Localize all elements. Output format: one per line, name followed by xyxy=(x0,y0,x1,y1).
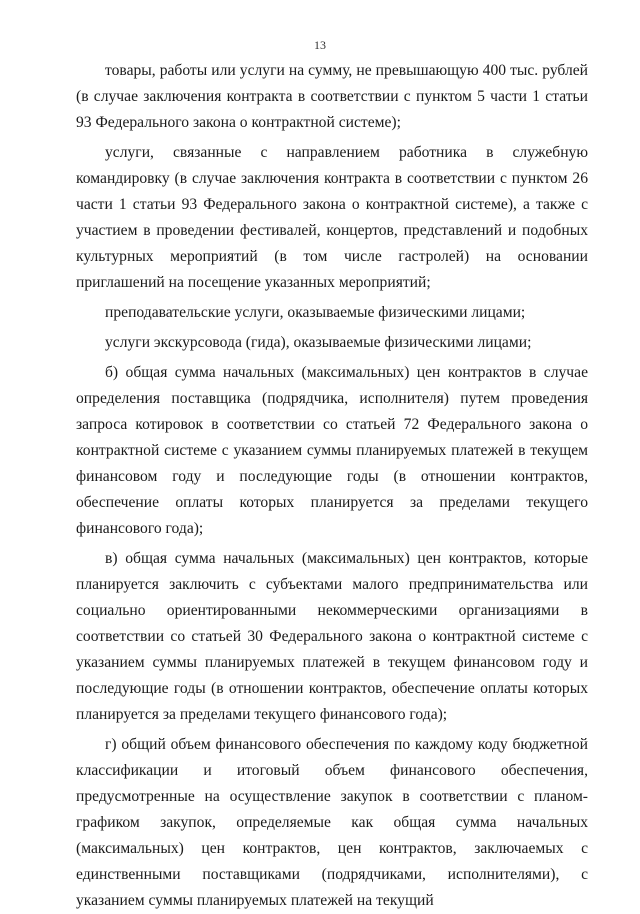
paragraph-business-trip-services: услуги, связанные с направлением работника в служебную командировку (в случае заключения контракта в соответствии с пунктом 26 части 1 статьи 93 Федерального закона о контрактной системе), а также с участием в проведении фестивалей, концертов, представлений и подобных культурных мероприятий (в том числе гастролей) на основании приглашений на посещение указанных мероприятий; xyxy=(76,144,588,291)
paragraph-item-v: в) общая сумма начальных (максимальных) цен контрактов, которые планируется заключить с субъектами малого предпринимательства или социально ориентированными некоммерческими организациями в соответствии со статьей 30 Федерального закона о контрактной системе с указанием суммы планируемых платежей в текущем финансовом году и последующие годы (в отношении контрактов, обеспечение оплаты которых планируется за пределами текущего финансового года); xyxy=(76,550,588,723)
paragraph-goods-services: товары, работы или услуги на сумму, не превышающую 400 тыс. рублей (в случае заключения контракта в соответствии с пунктом 5 части 1 статьи 93 Федерального закона о контрактной системе); xyxy=(76,62,588,131)
paragraph-guide-services: услуги экскурсовода (гида), оказываемые физическими лицами; xyxy=(105,334,532,351)
document-body xyxy=(76,58,588,914)
paragraph-teaching-services: преподавательские услуги, оказываемые физическими лицами; xyxy=(105,304,526,321)
page-number: 13 xyxy=(314,38,326,52)
paragraph-item-g: г) общий объем финансового обеспечения по каждому коду бюджетной классификации и итоговый объем финансового обеспечения, предусмотренные на осуществление закупок в соответствии с планом-графиком закупок, определяемые как общая сумма начальных (максимальных) цен контрактов, цен контрактов, заключаемых с единственными поставщиками (подрядчиками, исполнителями), с указанием суммы планируемых платежей на текущий xyxy=(76,736,588,909)
paragraph-item-b: б) общая сумма начальных (максимальных) цен контрактов в случае определения поставщика (подрядчика, исполнителя) путем проведения запроса котировок в соответствии со статьей 72 Федерального закона о контрактной системе с указанием суммы планируемых платежей в текущем финансовом году и последующие годы (в отношении контрактов, обеспечение оплаты которых планируется за пределами текущего финансового года); xyxy=(76,364,588,537)
